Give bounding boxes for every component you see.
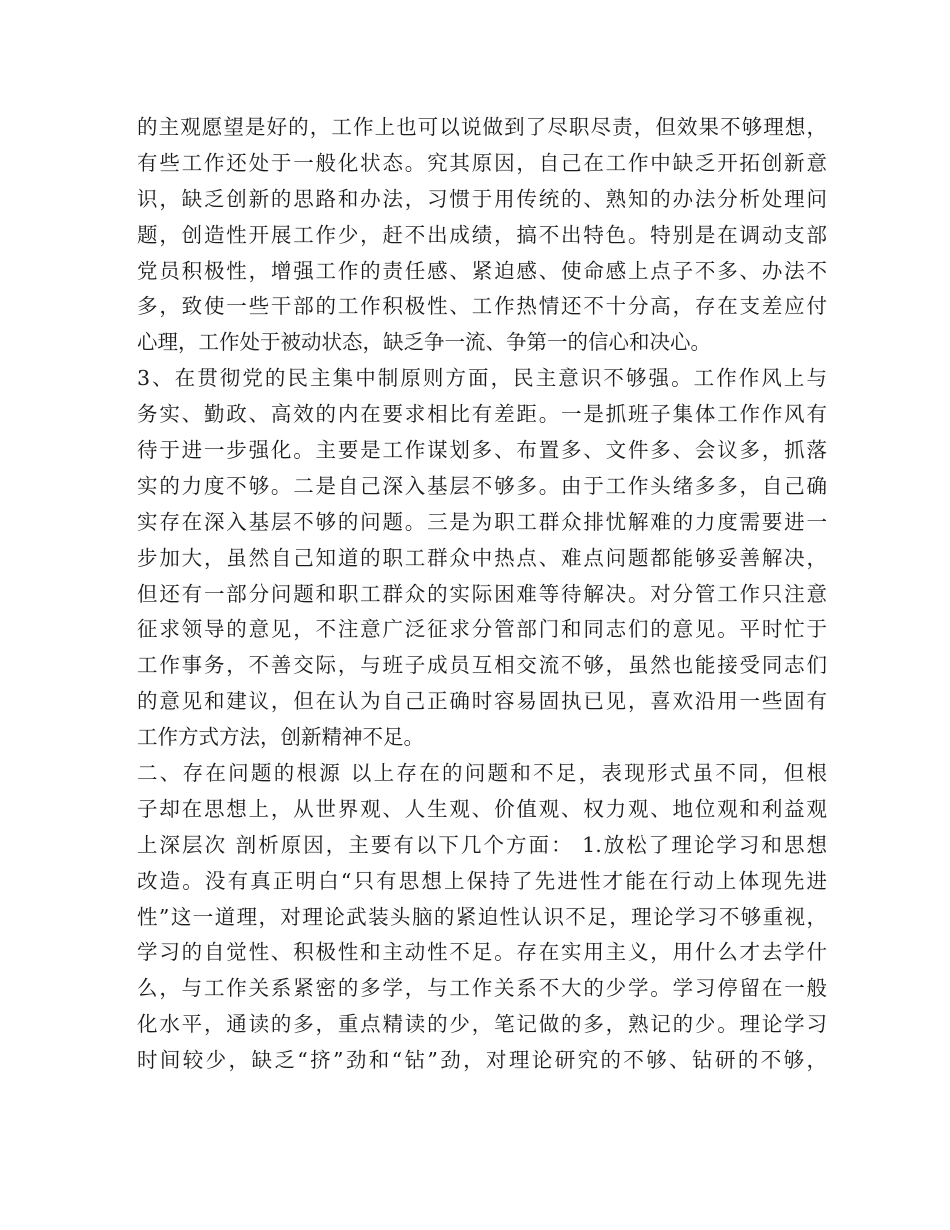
text-line: 实存在深入基层不够的问题。三是为职工群众排忧解难的力度需要进一: [137, 509, 827, 534]
text-line: 多，致使一些干部的工作积极性、工作热情还不十分高，存在支差应付: [137, 294, 827, 319]
text-line: 征求领导的意见，不注意广泛征求分管部门和同志们的意见。平时忙于: [137, 617, 827, 642]
text-line: 心理，工作处于被动状态，缺乏争一流、争第一的信心和决心。: [137, 330, 711, 355]
text-line: 待于进一步强化。主要是工作谋划多、布置多、文件多、会议多，抓落: [137, 438, 827, 463]
text-line: 题，创造性开展工作少，赶不出成绩，搞不出特色。特别是在调动支部: [137, 222, 827, 247]
text-line: 识，缺乏创新的思路和办法，习惯于用传统的、熟知的办法分析处理问: [137, 186, 827, 211]
text-line: 工作方式方法，创新精神不足。: [137, 725, 424, 750]
text-line: 二、存在问题的根源 以上存在的问题和不足，表现形式虽不同，但根: [137, 761, 827, 786]
text-line: 时间较少，缺乏“挤”劲和“钻”劲，对理论研究的不够、钻研的不够，: [137, 1048, 827, 1073]
text-line: 性”这一道理，对理论武装头脑的紧迫性认识不足，理论学习不够重视，: [137, 904, 827, 929]
text-line: 务实、勤政、高效的内在要求相比有差距。一是抓班子集体工作作风有: [137, 402, 827, 427]
text-line: 的主观愿望是好的，工作上也可以说做到了尽职尽责，但效果不够理想，: [137, 115, 827, 139]
text-line: 工作事务，不善交际，与班子成员互相交流不够，虽然也能接受同志们: [137, 653, 827, 678]
text-line: 但还有一部分问题和职工群众的实际困难等待解决。对分管工作只注意: [137, 581, 827, 606]
text-line: 么，与工作关系紧密的多学，与工作关系不大的少学。学习停留在一般: [137, 976, 827, 1001]
text-line: 党员积极性，增强工作的责任感、紧迫感、使命感上点子不多、办法不: [137, 258, 827, 283]
body-text: [137, 110, 827, 1079]
text-line: 上深层次 剖析原因，主要有以下几个方面： 1.放松了理论学习和思想: [137, 832, 827, 857]
text-line: 步加大，虽然自己知道的职工群众中热点、难点问题都能够妥善解决，: [137, 545, 827, 570]
text-line: 3、在贯彻党的民主集中制原则方面，民主意识不够强。工作作风上与: [137, 366, 827, 391]
text-line: 学习的自觉性、积极性和主动性不足。存在实用主义，用什么才去学什: [137, 940, 827, 965]
text-line: 有些工作还处于一般化状态。究其原因，自己在工作中缺乏开拓创新意: [137, 150, 827, 175]
text-line: 实的力度不够。二是自己深入基层不够多。由于工作头绪多多，自己确: [137, 473, 827, 498]
text-line: 改造。没有真正明白“只有思想上保持了先进性才能在行动上体现先进: [137, 868, 827, 893]
text-line: 子却在思想上，从世界观、人生观、价值观、权力观、地位观和利益观: [137, 796, 827, 821]
text-line: 的意见和建议，但在认为自己正确时容易固执已见，喜欢沿用一些固有: [137, 689, 827, 714]
text-line: 化水平，通读的多，重点精读的少，笔记做的多，熟记的少。理论学习: [137, 1012, 827, 1037]
